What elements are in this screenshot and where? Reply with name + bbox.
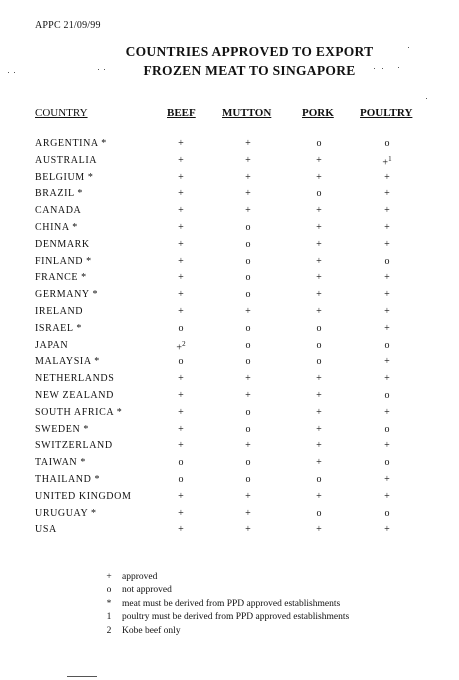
beef-status: + [178, 305, 184, 317]
mutton-status: + [245, 524, 251, 536]
mutton-status: o [245, 221, 251, 233]
mutton-status: o [245, 406, 251, 418]
pork-status: + [316, 221, 322, 233]
poultry-status: + [384, 171, 390, 183]
pork-status: o [316, 507, 322, 519]
country-name: CANADA [35, 205, 82, 217]
table-row [0, 390, 459, 407]
poultry-status: + [384, 289, 390, 301]
legend-text: Kobe beef only [122, 625, 181, 636]
mutton-status: o [245, 339, 251, 351]
country-name: GERMANY * [35, 289, 99, 301]
table-row [0, 356, 459, 373]
pork-status: + [316, 255, 322, 267]
table-row [0, 256, 459, 273]
legend-symbol: + [106, 572, 112, 582]
pork-status: + [316, 272, 322, 284]
country-name: AUSTRALIA [35, 154, 98, 166]
beef-footnote-marker: 2 [182, 339, 186, 348]
page-title-line-2: FROZEN MEAT TO SINGAPORE [143, 63, 356, 78]
country-name: SWITZERLAND [35, 440, 113, 452]
country-name: ISRAEL * [35, 322, 82, 334]
mutton-status: o [245, 356, 251, 368]
beef-status: + [178, 373, 184, 385]
pork-status: + [316, 289, 322, 301]
table-row [0, 222, 459, 239]
table-row [0, 239, 459, 256]
mutton-status: + [245, 305, 251, 317]
legend-symbol: * [106, 598, 112, 609]
country-name: NETHERLANDS [35, 373, 115, 385]
pork-status: o [316, 322, 322, 334]
poultry-status: + [384, 188, 390, 200]
mutton-status: o [245, 255, 251, 267]
table-row [0, 323, 459, 340]
country-name: IRELAND [35, 305, 84, 317]
pork-status: + [316, 423, 322, 435]
mutton-status: + [245, 138, 251, 149]
beef-status: + [178, 238, 184, 250]
poultry-status: + [384, 322, 390, 334]
country-name: SOUTH AFRICA * [35, 406, 123, 418]
country-name: USA [35, 524, 57, 536]
table-row [0, 340, 459, 357]
poultry-status: + [384, 221, 390, 233]
mutton-status: + [245, 205, 251, 217]
scan-speck [382, 68, 383, 69]
table-row [0, 289, 459, 306]
table-row [0, 491, 459, 508]
beef-status: + [178, 221, 184, 233]
mutton-status: o [245, 473, 251, 485]
pork-status: + [316, 305, 322, 317]
legend-text: meat must be derived from PPD approved establishments [122, 598, 341, 609]
beef-status: o [178, 457, 184, 469]
page-title-line-1: COUNTRIES APPROVED TO EXPORT [125, 44, 374, 59]
table-row [0, 440, 459, 457]
mutton-status: + [245, 490, 251, 502]
beef-status: + [178, 507, 184, 519]
scan-speck [14, 72, 15, 73]
mutton-status: + [245, 154, 251, 166]
document-reference: APPC 21/09/99 [35, 20, 101, 31]
poultry-status: + [384, 272, 390, 284]
column-header-country: COUNTRY [35, 107, 88, 119]
poultry-status: + [384, 490, 390, 502]
pork-status: + [316, 524, 322, 536]
poultry-status: o [384, 339, 390, 351]
beef-status: o [178, 473, 184, 485]
beef-status: +$^2$ [176, 339, 186, 353]
beef-status: + [178, 188, 184, 200]
pork-status: + [316, 238, 322, 250]
mutton-status: o [245, 272, 251, 284]
poultry-status: + [384, 205, 390, 217]
poultry-status: + [384, 524, 390, 536]
poultry-status: o [384, 389, 390, 401]
pork-status: + [316, 373, 322, 385]
beef-status: + [178, 524, 184, 536]
poultry-status: + [384, 356, 390, 368]
country-name: THAILAND * [35, 473, 101, 485]
country-name: TAIWAN * [35, 457, 86, 469]
table-row [0, 457, 459, 474]
beef-status: + [178, 423, 184, 435]
pork-status: + [316, 171, 322, 183]
poultry-status: + [384, 406, 390, 418]
table-row [0, 172, 459, 189]
mutton-status: + [245, 171, 251, 183]
scan-speck [426, 98, 427, 99]
beef-status: + [178, 289, 184, 301]
table-row [0, 272, 459, 289]
pork-status: + [316, 406, 322, 418]
pork-status: + [316, 389, 322, 401]
legend-text: not approved [122, 585, 172, 596]
scan-speck [408, 47, 409, 48]
mutton-status: o [245, 322, 251, 334]
pork-status: + [316, 490, 322, 502]
country-name: ARGENTINA * [35, 138, 107, 149]
legend-symbol: o [106, 585, 112, 596]
pork-status: o [316, 138, 322, 149]
poultry-status: o [384, 457, 390, 469]
legend-text: poultry must be derived from PPD approved establishments [122, 612, 350, 623]
poultry-status: + [384, 238, 390, 250]
mutton-status: + [245, 373, 251, 385]
table-row [0, 205, 459, 222]
beef-status: + [178, 255, 184, 267]
pork-status: o [316, 339, 322, 351]
scan-speck [104, 69, 105, 70]
column-header-mutton: MUTTON [222, 107, 272, 119]
beef-status: o [178, 322, 184, 334]
table-row [0, 373, 459, 390]
mutton-status: o [245, 238, 251, 250]
country-name: JAPAN [35, 339, 69, 351]
country-name: BRAZIL * [35, 188, 84, 200]
poultry-status: o [384, 507, 390, 519]
beef-status: + [178, 272, 184, 284]
beef-status: + [178, 205, 184, 217]
table-row [0, 138, 459, 155]
pork-status: o [316, 356, 322, 368]
scan-speck [374, 68, 375, 69]
beef-status: + [178, 154, 184, 166]
poultry-status: +$^1$ [382, 154, 392, 169]
poultry-status: + [384, 440, 390, 452]
country-name: BELGIUM * [35, 171, 94, 183]
mutton-status: + [245, 507, 251, 519]
pork-status: + [316, 457, 322, 469]
column-header-pork: PORK [302, 107, 334, 119]
approval-table [0, 138, 459, 541]
scan-speck [8, 72, 9, 73]
poultry-status: o [384, 138, 390, 149]
scan-speck [98, 69, 99, 70]
beef-status: + [178, 389, 184, 401]
pork-status: + [316, 205, 322, 217]
beef-status: + [178, 440, 184, 452]
table-row [0, 407, 459, 424]
legend-symbol: 1 [106, 612, 112, 623]
country-name: MALAYSIA * [35, 356, 100, 368]
table-row [0, 524, 459, 541]
poultry-status: o [384, 423, 390, 435]
column-header-beef: BEEF [167, 107, 196, 119]
table-row [0, 424, 459, 441]
country-name: UNITED KINGDOM [35, 490, 132, 502]
table-row [0, 508, 459, 525]
poultry-status: o [384, 255, 390, 267]
country-name: NEW ZEALAND [35, 389, 114, 401]
beef-status: + [178, 138, 184, 149]
mutton-status: o [245, 289, 251, 301]
table-row [0, 474, 459, 491]
pork-status: + [316, 440, 322, 452]
mutton-status: o [245, 423, 251, 435]
table-row [0, 188, 459, 205]
mutton-status: o [245, 457, 251, 469]
scan-speck [398, 67, 399, 68]
country-name: SWEDEN * [35, 423, 89, 435]
beef-status: o [178, 356, 184, 368]
table-row [0, 155, 459, 172]
beef-status: + [178, 490, 184, 502]
beef-status: + [178, 171, 184, 183]
table-row [0, 306, 459, 323]
poultry-footnote-marker: 1 [388, 154, 392, 163]
country-name: FRANCE * [35, 272, 87, 284]
scan-speck [67, 676, 97, 677]
country-name: FINLAND * [35, 255, 92, 267]
pork-status: + [316, 154, 322, 166]
mutton-status: + [245, 440, 251, 452]
legend-text: approved [122, 572, 158, 582]
pork-status: o [316, 188, 322, 200]
poultry-status: + [384, 473, 390, 485]
legend-symbol: 2 [106, 625, 112, 636]
pork-status: o [316, 473, 322, 485]
beef-status: + [178, 406, 184, 418]
poultry-status: + [384, 373, 390, 385]
country-name: URUGUAY * [35, 507, 97, 519]
mutton-status: + [245, 188, 251, 200]
country-name: DENMARK [35, 238, 90, 250]
country-name: CHINA * [35, 221, 78, 233]
mutton-status: + [245, 389, 251, 401]
poultry-status: + [384, 305, 390, 317]
column-header-poultry: POULTRY [360, 107, 413, 119]
